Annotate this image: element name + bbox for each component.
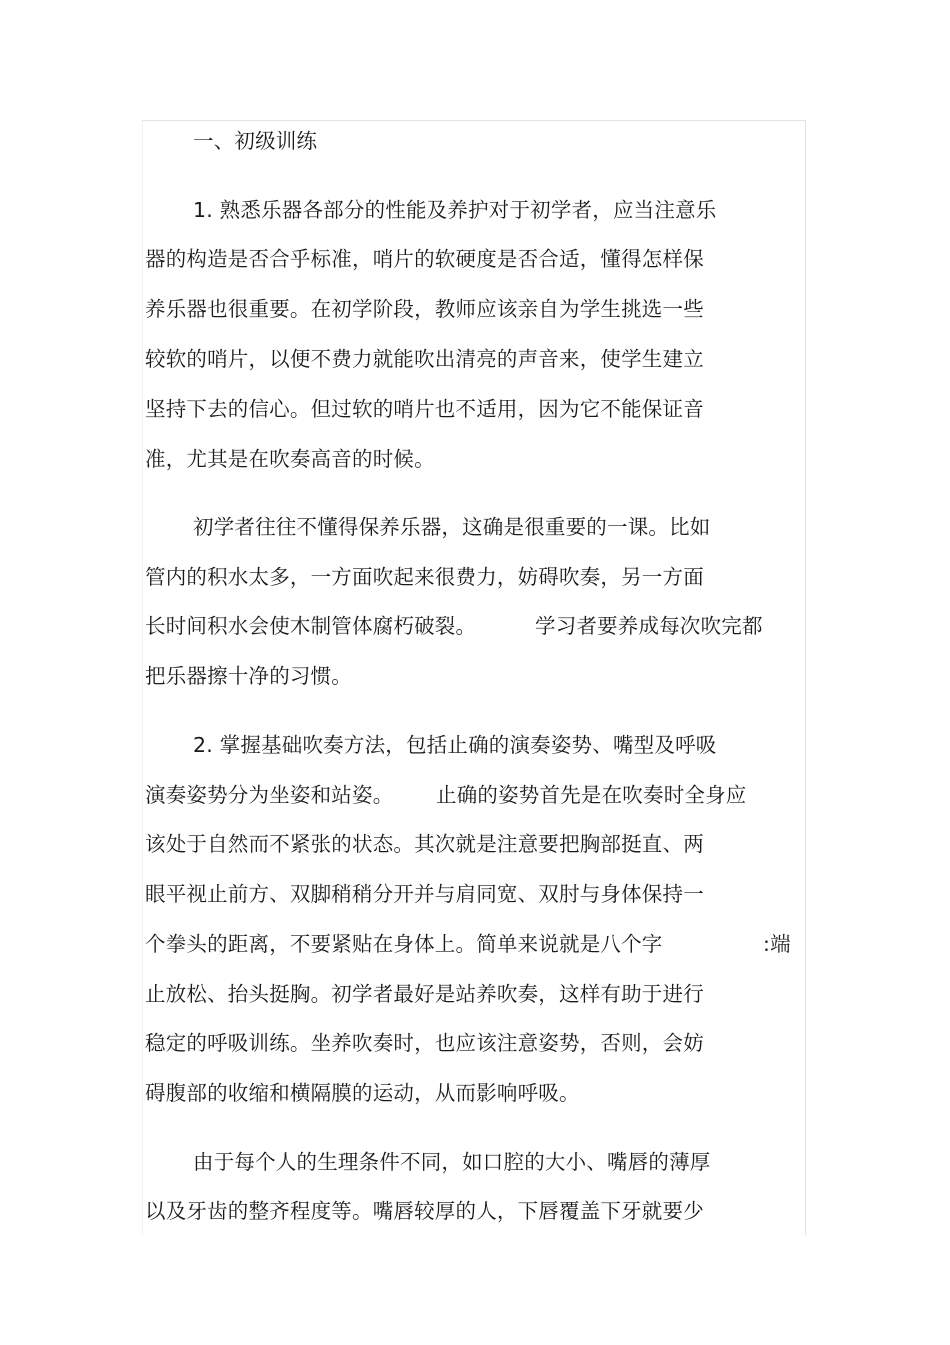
section-heading: 一、初级训练 (193, 129, 318, 153)
paragraph-4-line-2: 以及牙齿的整齐程度等。嘴唇较厚的人，下唇覆盖下牙就要少 (145, 1199, 704, 1223)
paragraph-3-line-6: 止放松、抬头挺胸。初学者最好是站养吹奏，这样有助于进行 (145, 982, 704, 1006)
paragraph-1-line-1: 1. 熟悉乐器各部分的性能及养护对于初学者，应当注意乐 (193, 198, 717, 222)
paragraph-4-line-1: 由于每个人的生理条件不同，如口腔的大小、嘴唇的薄厚 (193, 1150, 711, 1174)
paragraph-3-line-4: 眼平视止前方、双脚稍稍分开并与肩同宽、双肘与身体保持一 (145, 882, 704, 906)
paragraph-2-line-3: 长时间积水会使木制管体腐朽破裂。 (145, 614, 477, 638)
paragraph-3-line-8: 碍腹部的收缩和横隔膜的运动，从而影响呼吸。 (145, 1081, 580, 1105)
paragraph-3-line-2-continued: 止确的姿势首先是在吹奏时全身应 (436, 783, 747, 807)
paragraph-2-line-1: 初学者往往不懂得保养乐器，这确是很重要的一课。比如 (193, 515, 711, 539)
paragraph-1-line-2: 器的构造是否合乎标准，哨片的软硬度是否合适，懂得怎样保 (145, 247, 704, 271)
paragraph-3-line-1: 2. 掌握基础吹奏方法，包括止确的演奏姿势、嘴型及呼吸 (193, 733, 717, 757)
paragraph-1-line-6: 准，尤其是在吹奏高音的时候。 (145, 447, 435, 471)
paragraph-3-line-3: 该处于自然而不紧张的状态。其次就是注意要把胸部挺直、两 (145, 832, 704, 856)
paragraph-3-line-7: 稳定的呼吸训练。坐养吹奏时，也应该注意姿势，否则，会妨 (145, 1031, 704, 1055)
paragraph-3-line-5-tail: :端 (763, 932, 791, 956)
paragraph-2-line-2: 管内的积水太多，一方面吹起来很费力，妨碍吹奏，另一方面 (145, 565, 704, 589)
paragraph-2-line-4: 把乐器擦十净的习惯。 (145, 664, 352, 688)
paragraph-3-line-2: 演奏姿势分为坐姿和站姿。 (145, 783, 394, 807)
paragraph-3-line-5: 个拳头的距离，不要紧贴在身体上。简单来说就是八个字 (145, 932, 663, 956)
paragraph-1-line-4: 较软的哨片，以便不费力就能吹出清亮的声音来，使学生建立 (145, 347, 704, 371)
paragraph-1-line-3: 养乐器也很重要。在初学阶段，教师应该亲自为学生挑选一些 (145, 297, 704, 321)
paragraph-1-line-5: 坚持下去的信心。但过软的哨片也不适用，因为它不能保证音 (145, 397, 704, 421)
paragraph-2-line-3-continued: 学习者要养成每次吹完都 (535, 614, 763, 638)
